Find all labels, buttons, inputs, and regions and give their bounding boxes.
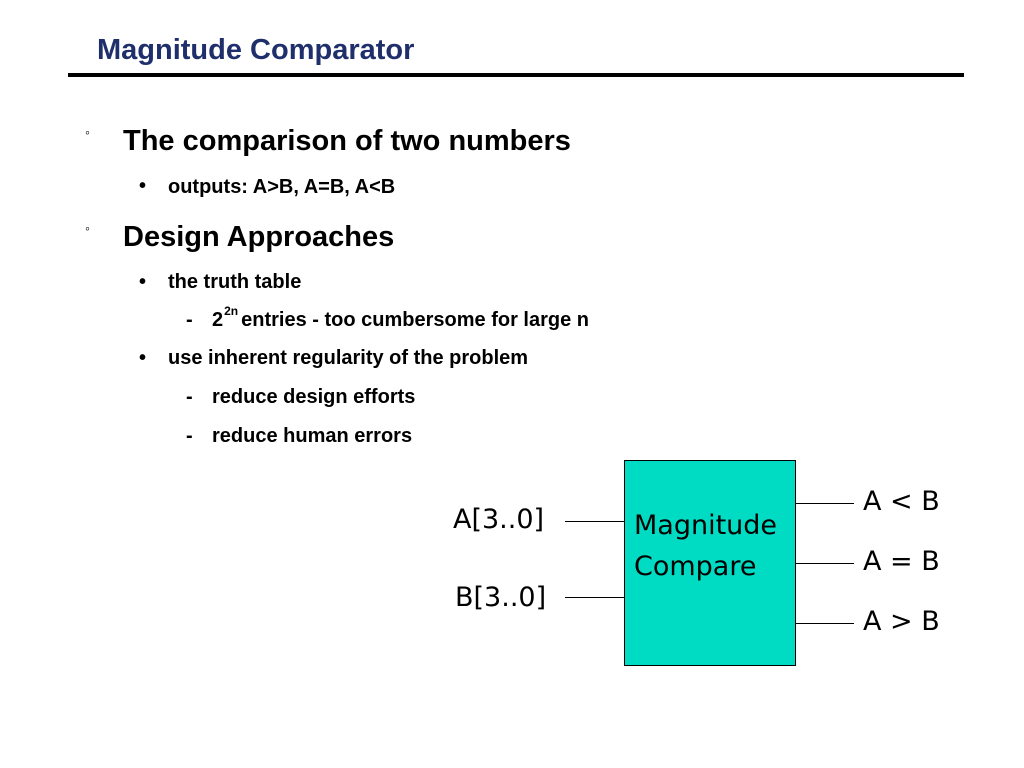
output-eq-label: A = B [863, 546, 940, 577]
output-eq-wire [795, 563, 854, 564]
output-lt-label: A < B [863, 486, 940, 517]
title-underline [68, 73, 964, 77]
power-base: 2 [212, 309, 224, 331]
circle-bullet-icon: ◦ [85, 220, 90, 236]
output-gt-label: A > B [863, 606, 940, 637]
bullet-design-approaches: Design Approaches [123, 221, 395, 253]
entries-text: entries - too cumbersome for large n [241, 309, 589, 331]
dash-bullet-icon: - [186, 309, 193, 331]
sub-sub-bullet-entries [212, 304, 589, 332]
input-b-wire [565, 597, 624, 598]
sub-sub-bullet-human-errors: reduce human errors [212, 425, 413, 447]
circle-bullet-icon: ◦ [85, 124, 90, 140]
output-lt-wire [795, 503, 854, 504]
comparator-block-label [634, 505, 777, 587]
dot-bullet-icon: • [139, 347, 147, 369]
sub-sub-bullet-design-efforts: reduce design efforts [212, 386, 416, 408]
power-exponent: 2n [224, 304, 239, 318]
dot-bullet-icon: • [139, 175, 147, 197]
sub-bullet-truth-table: the truth table [168, 271, 302, 293]
input-a-wire [565, 521, 624, 522]
dash-bullet-icon: - [186, 425, 193, 447]
input-b-label: B[3..0] [455, 582, 547, 613]
sub-bullet-regularity: use inherent regularity of the problem [168, 347, 529, 369]
block-label-line2: Compare [634, 551, 757, 582]
slide-title: Magnitude Comparator [97, 34, 415, 66]
input-a-label: A[3..0] [453, 504, 545, 535]
bullet-comparison: The comparison of two numbers [123, 125, 571, 157]
dash-bullet-icon: - [186, 386, 193, 408]
output-gt-wire [795, 623, 854, 624]
block-label-line1: Magnitude [634, 510, 778, 541]
dot-bullet-icon: • [139, 271, 147, 293]
sub-bullet-outputs: outputs: A>B, A=B, A<B [168, 176, 396, 198]
